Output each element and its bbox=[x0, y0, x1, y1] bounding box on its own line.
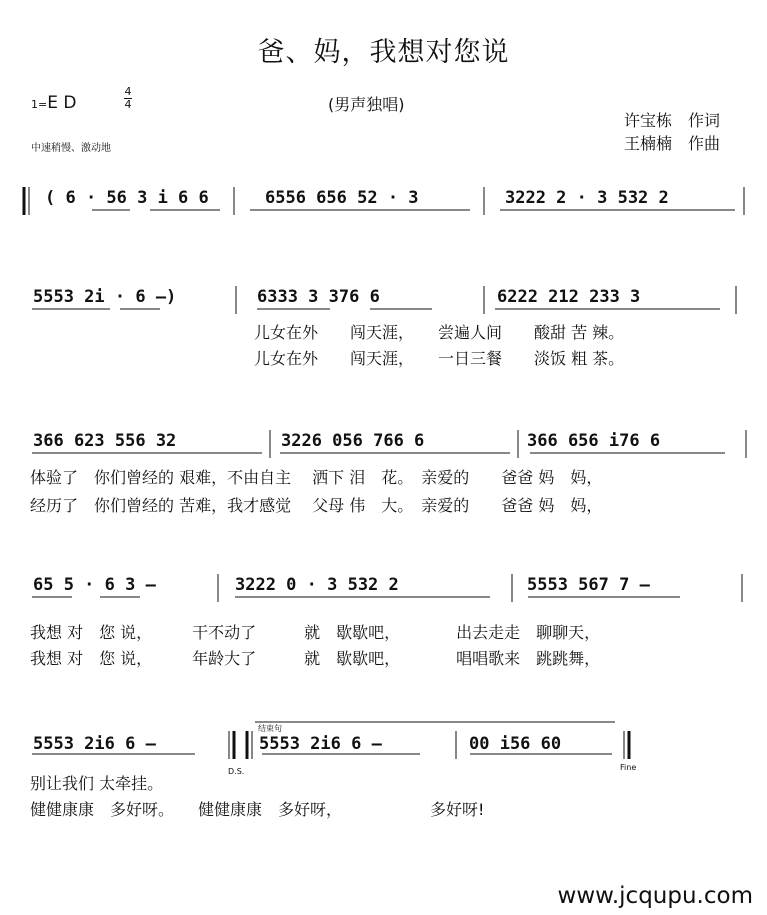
bar-1-1: ( 6 · 56 3 i 6 6 bbox=[45, 188, 209, 208]
lyric-row2-verse2: 儿女在外 闯天涯， 一日三餐 淡饭 粗 茶。 bbox=[254, 349, 625, 368]
fine-mark: Fine bbox=[620, 763, 637, 772]
bar-4-3: 5553 567 7 — bbox=[527, 575, 650, 595]
time-sig-bottom: 4 bbox=[124, 98, 132, 111]
staff-row-4 bbox=[27, 575, 747, 605]
ds-mark: D.S. bbox=[228, 767, 245, 776]
composer-credit: 王楠楠 作曲 bbox=[624, 134, 721, 153]
lyric-row5-verse2: 健健康康 多好呀。 健健康康 多好呀， 多好呀! bbox=[30, 800, 485, 819]
staff-row-1 bbox=[27, 188, 747, 218]
staff-row-3 bbox=[27, 431, 747, 461]
bar-4-1: 65 5 · 6 3 — bbox=[33, 575, 156, 595]
key-letter: E D bbox=[47, 93, 77, 113]
time-sig-top: 4 bbox=[124, 85, 132, 98]
watermark: www.jcqupu.com bbox=[557, 883, 753, 909]
lyric-row2-verse1: 儿女在外 闯天涯， 尝遍人间 酸甜 苦 辣。 bbox=[254, 323, 625, 342]
bar-4-2: 3222 0 · 3 532 2 bbox=[235, 575, 399, 595]
lyric-row4-verse1: 我想 对 您 说， 干不动了 就 歇歇吧， 出去走走 聊聊天， bbox=[30, 623, 601, 642]
bar-5-2: 5553 2i6 6 — bbox=[259, 734, 382, 754]
bar-2-2: 6333 3 376 6 bbox=[257, 287, 380, 307]
lyric-row3-verse1: 体验了 你们曾经的 艰难，不由自主 洒下 泪 花。 亲爱的 爸爸 妈 妈， bbox=[30, 468, 603, 487]
lyric-row5-verse1: 别让我们 太牵挂。 bbox=[30, 774, 164, 793]
bar-3-3: 366 656 i76 6 bbox=[527, 431, 661, 451]
key-signature bbox=[31, 93, 76, 113]
bar-3-1: 366 623 556 32 bbox=[33, 431, 177, 451]
bar-5-3: 00 i56 60 bbox=[469, 734, 562, 754]
bar-2-1: 5553 2i · 6 —) bbox=[33, 287, 177, 307]
lyric-row4-verse2: 我想 对 您 说， 年龄大了 就 歇歇吧， 唱唱歌来 跳跳舞， bbox=[30, 649, 601, 668]
key-prefix: 1= bbox=[31, 98, 48, 111]
bar-2-3: 6222 212 233 3 bbox=[497, 287, 641, 307]
lyric-row3-verse2: 经历了 你们曾经的 苦难，我才感觉 父母 伟 大。 亲爱的 爸爸 妈 妈， bbox=[30, 496, 603, 515]
bar-1-2: 6556 656 52 · 3 bbox=[265, 188, 419, 208]
staff-row-2 bbox=[27, 287, 747, 317]
subtitle: (男声独唱) bbox=[328, 95, 405, 114]
lyricist-credit: 许宝栋 作词 bbox=[624, 111, 721, 130]
ending-label: 结束句 bbox=[258, 724, 282, 733]
bar-3-2: 3226 056 766 6 bbox=[281, 431, 425, 451]
time-signature bbox=[124, 86, 132, 111]
tempo-marking: 中速稍慢、激动地 bbox=[31, 143, 111, 154]
staff-row-5 bbox=[27, 734, 747, 764]
bar-1-3: 3222 2 · 3 532 2 bbox=[505, 188, 669, 208]
bar-5-1: 5553 2i6 6 — bbox=[33, 734, 156, 754]
song-title: 爸、妈，我想对您说 bbox=[257, 37, 510, 68]
